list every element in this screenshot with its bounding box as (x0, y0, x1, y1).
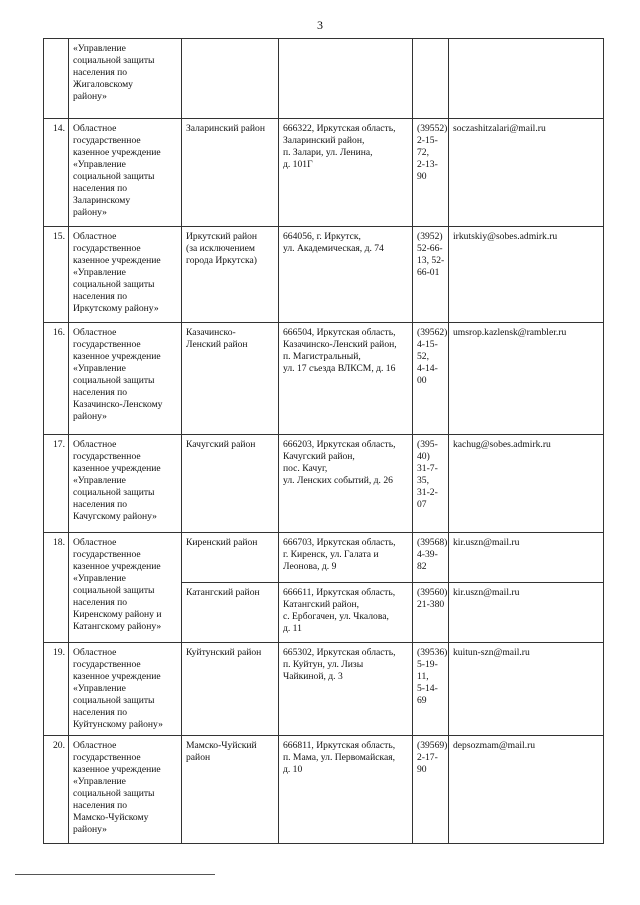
institution-name-line: социальной защиты (73, 695, 155, 706)
phone-line: (39562) (417, 327, 448, 338)
email-address: kir.uszn@mail.ru (453, 587, 520, 598)
institution-name-line: «Управление (73, 159, 126, 170)
institution-name (69, 736, 182, 844)
address-line: Казачинско-Ленский район, (283, 339, 397, 350)
phone-cell (413, 39, 449, 119)
row-number: 14. (44, 119, 69, 227)
institution-name-line: казенное учреждение (73, 463, 161, 474)
address-line: д. 101Г (283, 159, 313, 170)
district-line: Катангский район (186, 587, 260, 598)
institution-name-line: государственное (73, 135, 141, 146)
institution-name-line: району» (73, 411, 107, 422)
institutions-table (43, 38, 604, 844)
institution-name-line: казенное учреждение (73, 255, 161, 266)
phone-line: 31-7-35, (417, 463, 438, 486)
address-cell (279, 583, 413, 643)
institution-name-line: социальной защиты (73, 171, 155, 182)
table-row (44, 119, 604, 227)
address-line: с. Ербогачен, ул. Чкалова, (283, 611, 389, 622)
institution-name-line: государственное (73, 659, 141, 670)
institution-name-line: району» (73, 207, 107, 218)
address-line: 666611, Иркутская область, (283, 587, 396, 598)
institution-name-line: Заларинскому (73, 195, 131, 206)
institution-name (69, 227, 182, 323)
institution-name-line: казенное учреждение (73, 351, 161, 362)
phone-line: 66-01 (417, 267, 440, 278)
institution-name-line: Куйтунскому району» (73, 719, 163, 730)
institution-name-line: Областное (73, 123, 117, 134)
institution-name-line: району» (73, 824, 107, 835)
district-line: Киренский район (186, 537, 258, 548)
email-cell (449, 533, 604, 583)
institution-name-line: Киренскому району и (73, 609, 162, 620)
district-cell (182, 435, 279, 533)
institution-name-line: социальной защиты (73, 487, 155, 498)
institution-name-line: казенное учреждение (73, 561, 161, 572)
phone-line: (39568) (417, 537, 448, 548)
address-line: ул. Академическая, д. 74 (283, 243, 384, 254)
phone-cell (413, 533, 449, 583)
email-cell (449, 643, 604, 736)
address-line: п. Куйтун, ул. Лизы (283, 659, 364, 670)
phone-line: 21-380 (417, 599, 445, 610)
address-line: Катангский район, (283, 599, 360, 610)
institution-name-line: «Управление (73, 43, 126, 54)
email-cell (449, 227, 604, 323)
table-row (44, 435, 604, 533)
district-cell (182, 643, 279, 736)
phone-line: (39536) (417, 647, 448, 658)
phone-line: 5-19-11, (417, 659, 438, 682)
district-cell (182, 323, 279, 435)
table-row (44, 323, 604, 435)
email-cell (449, 583, 604, 643)
institution-name (69, 119, 182, 227)
address-line: п. Залари, ул. Ленина, (283, 147, 373, 158)
address-cell (279, 643, 413, 736)
institution-name (69, 533, 182, 643)
phone-cell (413, 435, 449, 533)
phone-line: (39569) (417, 740, 448, 751)
district-cell (182, 39, 279, 119)
row-number: 18. (44, 533, 69, 643)
institution-name-line: Областное (73, 537, 117, 548)
email-address: irkutskiy@sobes.admirk.ru (453, 231, 558, 242)
institution-name (69, 643, 182, 736)
institution-name-line: казенное учреждение (73, 671, 161, 682)
address-line: 666811, Иркутская область, (283, 740, 396, 751)
institution-name-line: социальной защиты (73, 375, 155, 386)
address-cell (279, 227, 413, 323)
institution-name-line: населения по (73, 800, 128, 811)
district-line: Куйтунский район (186, 647, 262, 658)
institution-name-line: населения по (73, 707, 128, 718)
row-number: 15. (44, 227, 69, 323)
address-line: п. Мама, ул. Первомайская, (283, 752, 396, 763)
institution-name-line: Жигаловскому (73, 79, 133, 90)
email-address: kir.uszn@mail.ru (453, 537, 520, 548)
institution-name-line: государственное (73, 752, 141, 763)
row-number: 19. (44, 643, 69, 736)
institution-name-line: «Управление (73, 475, 126, 486)
institution-name-line: «Управление (73, 267, 126, 278)
address-line: пос. Качуг, (283, 463, 328, 474)
email-address: kachug@sobes.admirk.ru (453, 439, 551, 450)
phone-line: 5-14-69 (417, 683, 438, 706)
email-address: kuitun-szn@mail.ru (453, 647, 530, 658)
district-line: Казачинско- (186, 327, 236, 338)
institution-name (69, 39, 182, 119)
district-line: Иркутский район (186, 231, 258, 242)
email-address: umsrop.kazlensk@rambler.ru (453, 327, 567, 338)
phone-line: 2-13-90 (417, 159, 438, 182)
phone-line: 13, 52- (417, 255, 445, 266)
district-line: Мамско-Чуйский (186, 740, 257, 751)
institution-name-line: государственное (73, 243, 141, 254)
phone-cell (413, 736, 449, 844)
table-row (44, 643, 604, 736)
row-number: 17. (44, 435, 69, 533)
row-number: 20. (44, 736, 69, 844)
institution-name-line: населения по (73, 291, 128, 302)
institution-name-line: населения по (73, 499, 128, 510)
institution-name-line: «Управление (73, 776, 126, 787)
address-line: г. Киренск, ул. Галата и (283, 549, 379, 560)
phone-line: 4-39-82 (417, 549, 438, 572)
district-line: города Иркутска) (186, 255, 257, 266)
district-cell (182, 227, 279, 323)
phone-cell (413, 323, 449, 435)
table-row (44, 533, 604, 583)
institution-name-line: Катангскому району» (73, 621, 162, 632)
institution-name-line: Мамско-Чуйскому (73, 812, 149, 823)
page-number: 3 (317, 18, 323, 32)
institution-name-line: населения по (73, 183, 128, 194)
phone-line: 4-14-00 (417, 363, 438, 386)
address-line: Чайкиной, д. 3 (283, 671, 343, 682)
row-number (44, 39, 69, 119)
institution-name-line: «Управление (73, 573, 126, 584)
institution-name-line: населения по (73, 387, 128, 398)
institution-name-line: «Управление (73, 363, 126, 374)
email-address: soczashitzalari@mail.ru (453, 123, 546, 134)
institution-name-line: Качугскому району» (73, 511, 157, 522)
district-line: Ленский район (186, 339, 248, 350)
phone-cell (413, 643, 449, 736)
address-line: д. 11 (283, 623, 302, 634)
district-line: Заларинский район (186, 123, 265, 134)
district-cell (182, 583, 279, 643)
footer-rule (15, 874, 215, 875)
district-cell (182, 736, 279, 844)
address-cell (279, 435, 413, 533)
address-cell (279, 119, 413, 227)
phone-line: 52-66- (417, 243, 443, 254)
table-row (44, 39, 604, 119)
institution-name-line: Областное (73, 231, 117, 242)
institution-name-line: «Управление (73, 683, 126, 694)
institution-name-line: государственное (73, 549, 141, 560)
email-cell (449, 119, 604, 227)
address-line: 664056, г. Иркутск, (283, 231, 361, 242)
address-line: ул. 17 съезда ВЛКСМ, д. 16 (283, 363, 396, 374)
address-cell (279, 533, 413, 583)
institution-name-line: Областное (73, 439, 117, 450)
district-cell (182, 533, 279, 583)
institution-name-line: Областное (73, 647, 117, 658)
address-line: Качугский район, (283, 451, 355, 462)
institution-name-line: Казачинско-Ленскому (73, 399, 163, 410)
phone-line: 4-15-52, (417, 339, 438, 362)
institution-name (69, 323, 182, 435)
institution-name-line: Областное (73, 327, 117, 338)
address-line: Леонова, д. 9 (283, 561, 337, 572)
address-line: д. 10 (283, 764, 303, 775)
phone-line: (39552) (417, 123, 448, 134)
address-line: 666203, Иркутская область, (283, 439, 396, 450)
district-line: район (186, 752, 211, 763)
phone-line: 31-2-07 (417, 487, 438, 510)
email-cell (449, 435, 604, 533)
address-line: Заларинский район, (283, 135, 365, 146)
address-line: 666322, Иркутская область, (283, 123, 396, 134)
institution-name-line: социальной защиты (73, 55, 155, 66)
address-line: п. Магистральный, (283, 351, 361, 362)
institution-name-line: населения по (73, 597, 128, 608)
email-cell (449, 39, 604, 119)
institution-name-line: району» (73, 91, 107, 102)
address-line: 666703, Иркутская область, (283, 537, 396, 548)
phone-cell (413, 119, 449, 227)
phone-line: 2-15-72, (417, 135, 438, 158)
phone-line: (3952) (417, 231, 443, 242)
address-line: 665302, Иркутская область, (283, 647, 396, 658)
district-line: Качугский район (186, 439, 256, 450)
table-row (44, 736, 604, 844)
address-cell (279, 323, 413, 435)
institution-name-line: населения по (73, 67, 128, 78)
address-cell (279, 736, 413, 844)
table-row (44, 227, 604, 323)
institution-name-line: социальной защиты (73, 788, 155, 799)
institution-name-line: государственное (73, 451, 141, 462)
address-cell (279, 39, 413, 119)
address-line: ул. Ленских событий, д. 26 (283, 475, 393, 486)
institution-name-line: Иркутскому району» (73, 303, 159, 314)
institution-name-line: казенное учреждение (73, 764, 161, 775)
address-line: 666504, Иркутская область, (283, 327, 396, 338)
email-cell (449, 736, 604, 844)
institution-name-line: казенное учреждение (73, 147, 161, 158)
phone-cell (413, 227, 449, 323)
institution-name-line: государственное (73, 339, 141, 350)
district-cell (182, 119, 279, 227)
row-number: 16. (44, 323, 69, 435)
phone-line: (39560) (417, 587, 448, 598)
institution-name-line: Областное (73, 740, 117, 751)
phone-cell (413, 583, 449, 643)
email-address: depsozmam@mail.ru (453, 740, 536, 751)
institution-name-line: социальной защиты (73, 279, 155, 290)
institution-name (69, 435, 182, 533)
district-line: (за исключением (186, 243, 255, 254)
phone-line: 2-17-90 (417, 752, 438, 775)
phone-line: (395-40) (417, 439, 438, 462)
institution-name-line: социальной защиты (73, 585, 155, 596)
email-cell (449, 323, 604, 435)
